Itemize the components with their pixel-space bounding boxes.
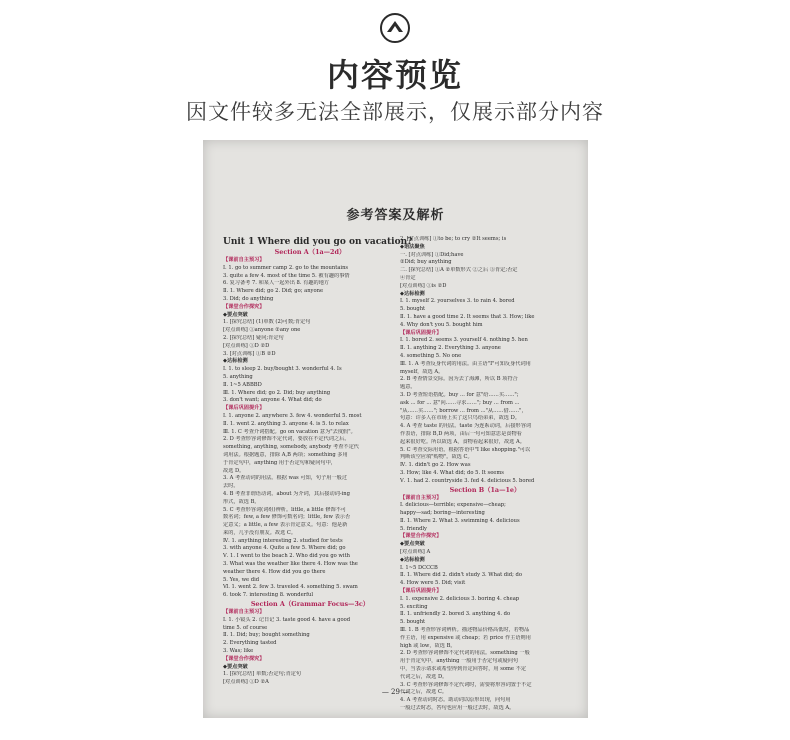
subheading: ◆要点突破 <box>400 541 425 548</box>
subheading: ◆要点突破 <box>223 311 248 318</box>
answer-line: 4. A 考查 taste 的用法。taste 为连系动词，后接形容词 <box>400 423 532 430</box>
answer-line: Ⅵ. 1. went 2. few 3. traveled 4. something 5. swam <box>223 584 358 591</box>
answer-line: time 5. of course <box>223 624 268 631</box>
answer-line: 4. A 考查动词时态。助动词以原形出现，问句用 <box>400 697 511 704</box>
answer-line: something, anything, somebody, anybody 考查不定代 <box>223 444 359 451</box>
answer-line: Ⅰ. 1. bored 2. seems 3. yourself 4. nothing 5. hen <box>400 337 528 344</box>
answer-line: [对点训练] ①D ②A <box>223 679 269 686</box>
answer-line: Ⅲ. 1. C 考查介词搭配。go on vacation 意为"去度假"。 <box>223 428 356 435</box>
answer-line: Ⅰ. 1. go to summer camp 2. go to the mountains <box>223 264 349 271</box>
answer-line: 代词之后，故选 D。 <box>400 673 448 680</box>
answer-line: 形式，故选 B。 <box>223 498 260 505</box>
section-heading: Section A（1a—2d） <box>274 248 346 256</box>
answer-line: 5. bought <box>400 619 426 626</box>
answer-line: [对点训练] ①anyone ②any one <box>223 327 301 334</box>
answer-line: 5. C 考查形容词(词组)辨析。little, a little 修饰不可 <box>223 506 347 513</box>
document-heading: 参考答案及解析 <box>346 208 445 223</box>
answer-line: Ⅳ. 1. anything interesting 2. studied for tests <box>223 537 343 544</box>
answer-line: 3. Did; do anything <box>223 295 274 302</box>
answer-line: 3. quite a few 4. most of the time 5. 被有趣的事情 <box>223 272 350 279</box>
answer-line: 中，当表示请求或希望得到肯定回答时，用 some 不定 <box>400 666 527 673</box>
part-label: 【课后巩固提升】 <box>400 329 442 336</box>
answer-line: ②Did; buy anything <box>400 259 452 266</box>
answer-line: 3. with anyone 4. Quite a few 5. Where did; go <box>223 545 346 552</box>
answer-line: 于肯定句中，anything 用于否定句和疑问句中， <box>223 459 336 466</box>
answer-line: high 或 low，故选 B。 <box>400 642 456 649</box>
answer-line: 起来很好吃。所以故选 A，食物看起来很好，故选 A。 <box>400 438 525 445</box>
right-column-lines <box>400 236 570 713</box>
document-page-preview <box>203 140 588 718</box>
part-label: 【课后巩固提升】 <box>400 588 442 595</box>
answer-line: 4. something 5. No one <box>400 352 462 359</box>
answer-line: 判断该空应填"购物"。故选 C。 <box>400 454 473 461</box>
answer-line: 3. D 考查短语搭配。buy ... for 意"给……买……"; <box>400 391 519 398</box>
answer-line: Ⅰ. 1~5 DCCCB <box>400 564 438 571</box>
answer-line: 5. anything <box>223 373 253 380</box>
answer-line: 数名词；few, a few 修饰可数名词；little, few 表示否 <box>223 514 351 521</box>
page-number: — 29 — <box>381 688 410 696</box>
part-label: 【课后巩固提升】 <box>223 405 265 412</box>
answer-line: 2. [探究总结] 疑问;肯定句 <box>223 334 284 341</box>
answer-line: Ⅱ. 1. Where did 2. didn't study 3. What did; do <box>400 572 522 579</box>
chevron-up-circle-icon <box>379 12 411 44</box>
answer-line: 来的，几乎没有朋友。故选 C。 <box>223 529 297 536</box>
answer-line: Ⅲ. 1. Where did; go 2. Did; buy anything <box>223 389 331 396</box>
part-label: 【课前自主预习】 <box>223 609 265 616</box>
answer-line: 一般过去时态，答句也应用一般过去时，故选 A。 <box>400 705 515 712</box>
answer-line: 6. took 7. interesting 8. wonderful <box>223 592 314 599</box>
answer-line: Ⅲ. 1. B 考查形容词辨析。描述物品价格高低时，若物品 <box>400 627 530 634</box>
answer-line: 4. How were 5. Did; visit <box>400 580 466 587</box>
subheading: ◆达标检测 <box>400 556 425 563</box>
answer-line: 4. B 考查非谓语动词。about 为介词，其后接动词-ing <box>223 490 350 497</box>
answer-line: 一. [对点训练] ①Did;have <box>400 251 464 258</box>
answer-line: 3. What was the weather like there 4. How was the <box>223 561 358 568</box>
answer-line: 题意。 <box>400 384 416 391</box>
answer-line: 5. exciting <box>400 603 428 610</box>
answer-line: 3. How; like 4. What did; do 5. It seems <box>400 469 504 476</box>
answer-line: happy—sad; boring—interesting <box>400 510 485 517</box>
answer-line: Ⅱ. 1. went 2. anything 3. anyone 4. is 5. to relax <box>223 420 349 427</box>
answer-line: 2. D 考查形容词修饰不定代词，要放在不定代词之后。 <box>223 436 350 443</box>
subheading: ◆要点突破 <box>223 663 248 670</box>
answer-line: 1. [探究总结] (1)单数 (2)可数;肯定句 <box>223 319 311 326</box>
answer-line: 句意：许多人在市场上买了这只鸟给弟弟，故选 D。 <box>400 415 520 422</box>
section-heading: Section B（1a—1e） <box>449 485 521 494</box>
answer-line: 二. [探究总结] ①A ②单数形式 ②之后 ③肯定;否定 <box>400 267 518 274</box>
unit-title: Unit 1 Where did you go on vacation? <box>223 237 413 247</box>
answer-line: Ⅰ. 1. expensive 2. delicious 3. boring 4. cheap <box>400 595 520 602</box>
left-column-lines <box>223 248 397 687</box>
part-label: 【课前自主预习】 <box>223 257 265 263</box>
answer-line: 5. Yes, we did <box>223 576 260 583</box>
answer-line: 5. C 考查交际用语。根据答语中"I like shopping."可以 <box>400 446 531 453</box>
answer-line: 6. 复习备考 7. 和某人一起外出 8. 有趣的地方 <box>223 280 330 287</box>
answer-line: Ⅱ. 1. unfriendly 2. bored 3. anything 4. do <box>400 611 511 618</box>
part-label: 【课堂合作探究】 <box>223 303 265 310</box>
answer-line: Ⅰ. 1. anyone 2. anywhere 3. few 4. wonderful 5. most <box>223 412 362 419</box>
answer-line: Ⅱ. 1. Did; buy; bought something <box>223 632 310 639</box>
page-title: 内容预览 <box>326 56 463 94</box>
answer-line: 5. bought <box>400 306 426 313</box>
answer-line: Ⅴ. 1. I went to the beach 2. Who did you go with <box>223 553 350 560</box>
answer-line: Ⅴ. 1. had 2. countryside 3. fed 4. delicious 5. bored <box>400 477 535 484</box>
answer-line: 3. A 考查动词的用法。根据 was 可知，句子用一般过 <box>223 475 348 482</box>
answer-line: 定意义；a little, a few 表示肯定意义。句意：他是新 <box>223 522 348 529</box>
answer-line: [对点训练] ①is ②D <box>400 282 447 289</box>
answer-line: 作主语，用 expensive 或 cheap；若 price 作主语则用 <box>400 634 531 641</box>
part-label: 【课堂合作探究】 <box>223 655 265 662</box>
answer-line: Ⅲ. 1. A 考查反身代词的用法。由主语"I"可知反身代词用 <box>400 360 531 367</box>
answer-line: Ⅱ. 1. anything 2. Everything 3. anyone <box>400 345 501 352</box>
answer-line: "从……买……"; borrow ... from ..."从……借……"， <box>400 407 527 414</box>
subheading: ◆达标检测 <box>400 290 425 297</box>
answer-line: myself，故选 A。 <box>400 368 444 375</box>
answer-line: 代词之后，故选 C。 <box>400 689 448 696</box>
answer-line: 3. Was; like <box>223 648 254 655</box>
subheading: ◆达标检测 <box>223 358 248 365</box>
part-label: 【课堂合作探究】 <box>400 533 442 540</box>
answer-line: 4. Why don't you 5. bought him <box>400 321 483 328</box>
answer-line: ask ... for ... 意"向……寻求……"; buy ... from ... <box>400 399 520 406</box>
document-right-column <box>400 236 570 713</box>
answer-line: 5. friendly <box>400 525 427 532</box>
answer-line: Ⅰ. delicious—terrible; expensive—cheap; <box>400 502 506 509</box>
answer-line: 2. Everything tasted <box>223 640 277 647</box>
page-subtitle: 因文件较多无法全部展示，仅展示部分内容 <box>186 100 604 124</box>
answer-line: Ⅰ. 1. myself 2. yourselves 3. to rain 4. bored <box>400 298 515 305</box>
answer-line: Ⅰ. 1. to sleep 2. buy/bought 3. wonderful 4. Is <box>223 366 342 373</box>
answer-line: ④肯定 <box>400 274 416 281</box>
answer-line: 故选 D。 <box>223 467 245 474</box>
answer-line: Ⅱ. 1~5 ABBBD <box>223 381 262 388</box>
answer-line: 3. C 考查形容词修饰不定代词时，需要将形容词置于不定 <box>400 681 532 688</box>
answer-line: [对点训练] A <box>400 549 431 556</box>
answer-line: 3. [对点训练] ①B ②D <box>223 350 276 357</box>
answer-line: 用于肯定句中，anything 一般用于否定句或疑问句 <box>400 658 519 665</box>
answer-line: 2. [对点训练] ①to be; to cry ②It seems; is <box>400 236 507 242</box>
section-heading: Section A（Grammar Focus—3c） <box>250 600 370 609</box>
answer-line: [对点训练] ①D ②D <box>223 342 270 349</box>
answer-line: 去时。 <box>223 483 239 490</box>
answer-line: 1. [探究总结] 单数;否定句;肯定句 <box>223 671 302 678</box>
answer-line: 词用法。根据题意，排除 A,B 两项；something 多用 <box>223 451 348 458</box>
answer-line: Ⅱ. 1. Where 2. What 3. swimming 4. delicious <box>400 517 520 524</box>
answer-line: Ⅰ. 1. 小镜头 2. 记日记 3. taste good 4. have a good <box>223 616 351 623</box>
subheading: ◆语法聚焦 <box>400 243 425 250</box>
answer-line: 3. don't want; anyone 4. What did; do <box>223 397 322 404</box>
answer-line: 作表语，排除 B,D 两项，由后一句可知意思是食物看 <box>400 430 522 437</box>
answer-line: Ⅱ. 1. Where did; go 2. Did; go; anyone <box>223 288 324 295</box>
answer-line: 2. B 考查情景交际。因为去了海滩，所以 B 项符合 <box>400 376 518 383</box>
answer-line: weather there 4. How did you go there <box>223 568 326 575</box>
part-label: 【课前自主预习】 <box>400 494 442 501</box>
answer-line: Ⅳ. 1. didn't go 2. How was <box>400 462 471 469</box>
answer-line: 2. D 考查形容词修饰不定代词的用法。something 一般 <box>400 650 530 657</box>
answer-line: Ⅱ. 1. have a good time 2. It seems that 3. How; like <box>400 313 535 320</box>
